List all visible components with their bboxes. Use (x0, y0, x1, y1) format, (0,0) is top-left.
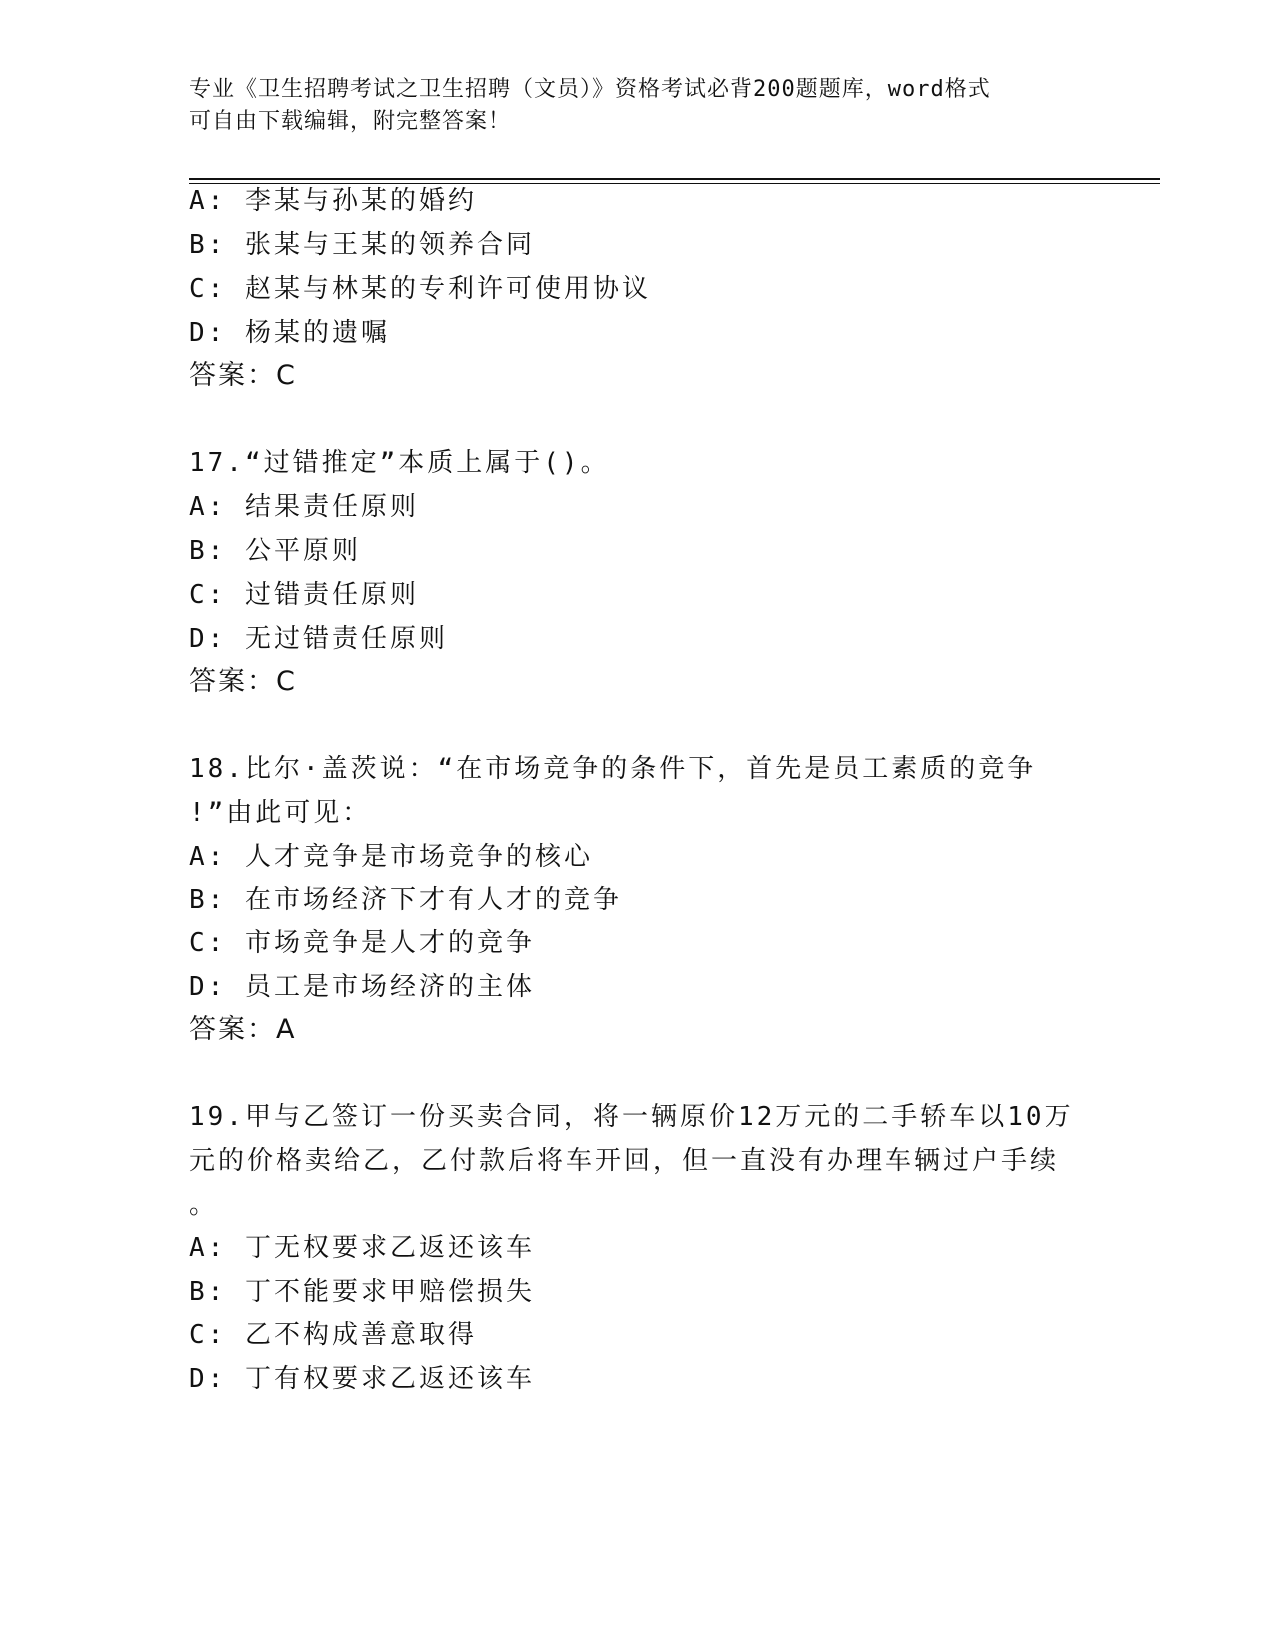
header-title-line-1: 专业《卫生招聘考试之卫生招聘（文员）》资格考试必背200题题库，word格式 (189, 77, 991, 102)
q18-option-d: D: 员工是市场经济的主体 (189, 972, 535, 1002)
q17-option-b: B: 公平原则 (189, 536, 361, 566)
q17-option-c: C: 过错责任原则 (189, 580, 419, 610)
q17-option-d: D: 无过错责任原则 (189, 624, 448, 654)
document-header (189, 74, 1089, 138)
q18-option-a: A: 人才竞争是市场竞争的核心 (189, 842, 593, 872)
q19-option-b: B: 丁不能要求甲赔偿损失 (189, 1277, 535, 1307)
q18-answer: 答案：A (189, 1014, 297, 1045)
q18-option-c: C: 市场竞争是人才的竞争 (189, 928, 535, 958)
q17-answer: 答案：C (189, 666, 297, 697)
q18-option-b: B: 在市场经济下才有人才的竞争 (189, 885, 622, 915)
q16-answer: 答案：C (189, 360, 297, 391)
q18-stem-line-1: 18.比尔·盖茨说：“在市场竞争的条件下，首先是员工素质的竞争 (189, 754, 1037, 784)
q19-stem-line-3: 。 (189, 1190, 219, 1220)
q19-stem-line-1: 19.甲与乙签订一份买卖合同，将一辆原价12万元的二手轿车以10万 (189, 1102, 1074, 1132)
q16-option-b: B: 张某与王某的领养合同 (189, 230, 535, 260)
q19-option-c: C: 乙不构成善意取得 (189, 1320, 477, 1350)
q16-option-c: C: 赵某与林某的专利许可使用协议 (189, 274, 651, 304)
q18-stem-line-2: !”由此可见： (189, 798, 372, 828)
q17-stem: 17.“过错推定”本质上属于()。 (189, 448, 610, 478)
q16-option-a: A: 李某与孙某的婚约 (189, 186, 477, 216)
q16-option-d: D: 杨某的遗嘱 (189, 318, 390, 348)
header-title-line-2: 可自由下载编辑，附完整答案！ (189, 109, 512, 134)
header-divider-thick (189, 178, 1160, 180)
q19-option-d: D: 丁有权要求乙返还该车 (189, 1364, 535, 1394)
q19-option-a: A: 丁无权要求乙返还该车 (189, 1233, 535, 1263)
q17-option-a: A: 结果责任原则 (189, 492, 419, 522)
q19-stem-line-2: 元的价格卖给乙，乙付款后将车开回，但一直没有办理车辆过户手续 (189, 1146, 1060, 1176)
